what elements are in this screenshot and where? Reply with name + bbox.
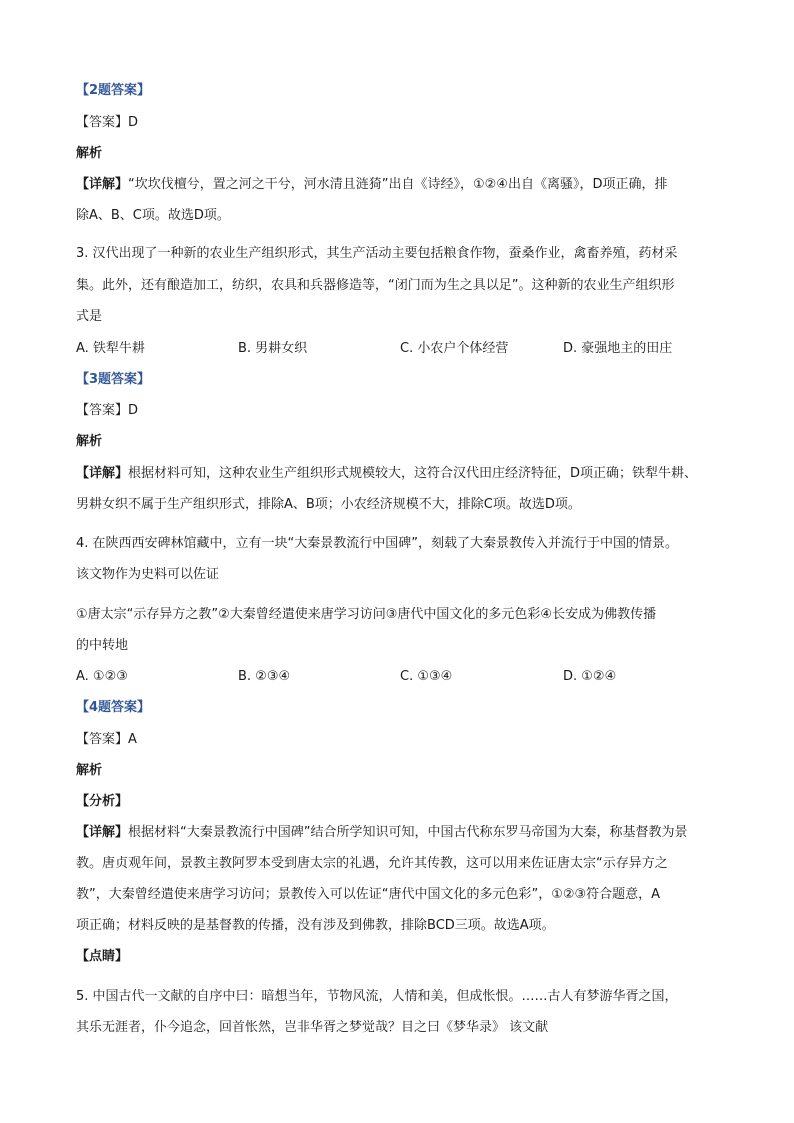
q2-analysis-text: 解析 <box>76 146 103 161</box>
q4-option-a: A. ①②③ <box>76 669 128 684</box>
q5-stem-line2: 其乐无涯者，仆今追念，回首怅然，岂非华胥之梦觉哉？目之曰《梦华录》 该文献 <box>76 1020 549 1035</box>
q3-detail-tag: 【详解】 <box>76 466 129 481</box>
q4-detail-line3: 教”，大秦曾经遣使来唐学习访问；景教传入可以佐证“唐代中国文化的多元色彩”，①②③符合题意，A <box>76 887 661 902</box>
q4-detail-tag: 【详解】 <box>76 825 129 840</box>
q3-option-a: A. 铁犁牛耕 <box>76 341 145 356</box>
q3-stem-line1: 3. 汉代出现了一种新的农业生产组织形式，其生产活动主要包括粮食作物，蚕桑作业，禽畜养殖，药材采 <box>76 246 678 261</box>
q4-detail-line4: 项正确；材料反映的是基督教的传播，没有涉及到佛教，排除BCD三项。故选A项。 <box>76 918 555 933</box>
q3-detail-text: 根据材料可知，这种农业生产组织形式规模较大，这符合汉代田庄经济特征，D项正确；铁犁牛耕、 <box>128 466 698 481</box>
q4-stem-line3: ①唐太宗“示存异方之教”②大秦曾经遣使来唐学习访问③唐代中国文化的多元色彩④长安成为佛教传播 <box>76 607 657 622</box>
q3-detail-line2: 男耕女织不属于生产组织形式，排除A、B项；小农经济规模不大，排除C项。故选D项。 <box>76 497 581 512</box>
q4-stem-line2: 该文物作为史料可以佐证 <box>76 567 220 582</box>
q4-stem-line4: 的中转地 <box>76 638 129 653</box>
q4-option-d: D. ①②④ <box>563 669 617 684</box>
q3-answer-heading: 【3题答案】 <box>76 372 151 387</box>
q2-detail-line1 <box>76 176 734 194</box>
q4-stem-line1: 4. 在陕西西安碑林馆藏中，立有一块“大秦景教流行中国碑”，刻载了大秦景教传入并流行于中国的情景。 <box>76 536 679 551</box>
q2-answer: 【答案】D <box>76 115 139 130</box>
q2-detail-tag: 【详解】 <box>76 177 129 192</box>
q3-analysis-label: 解析 <box>76 434 103 449</box>
q4-detail-text: 根据材料“大秦景教流行中国碑”结合所学知识可知，中国古代称东罗马帝国为大秦，称基督教为景 <box>128 825 688 840</box>
q4-answer-heading: 【4题答案】 <box>76 700 151 715</box>
q4-option-b: B. ②③④ <box>238 669 291 684</box>
q4-fenxi-label: 【分析】 <box>76 794 129 809</box>
q3-detail-line1 <box>76 465 734 483</box>
q2-answer-heading: 【2题答案】 <box>76 83 151 98</box>
q4-dianjing-label: 【点睛】 <box>76 949 129 964</box>
q4-answer: 【答案】A <box>76 732 137 747</box>
q2-detail-line2: 除A、B、C项。故选D项。 <box>76 208 230 223</box>
q4-detail-line1 <box>76 824 734 842</box>
q2-analysis-label <box>76 145 734 163</box>
q4-analysis-label: 解析 <box>76 763 103 778</box>
q2-detail-text: “坎坎伐檀兮，置之河之干兮，河水清且涟猗”出自《诗经》，①②④出自《离骚》，D项正确，排 <box>128 177 668 192</box>
q3-option-c: C. 小农户个体经营 <box>400 341 509 356</box>
q3-option-b: B. 男耕女织 <box>238 341 308 356</box>
q3-stem-line2: 集。此外，还有酿造加工，纺织，农具和兵器修造等，“闭门而为生之具以足”。这种新的农业生产组织形 <box>76 278 675 293</box>
q3-option-d: D. 豪强地主的田庄 <box>563 341 673 356</box>
q4-option-c: C. ①③④ <box>400 669 453 684</box>
q5-stem-line1: 5. 中国古代一文献的自序中曰：暗想当年，节物风流，人情和美，但成怅恨。……古人有梦游华胥之国， <box>76 989 678 1004</box>
q3-stem-line3: 式是 <box>76 309 103 324</box>
q4-detail-line2: 教。唐贞观年间，景教主教阿罗本受到唐太宗的礼遇，允许其传教，这可以用来佐证唐太宗“示存异方之 <box>76 856 668 871</box>
q3-answer: 【答案】D <box>76 403 139 418</box>
